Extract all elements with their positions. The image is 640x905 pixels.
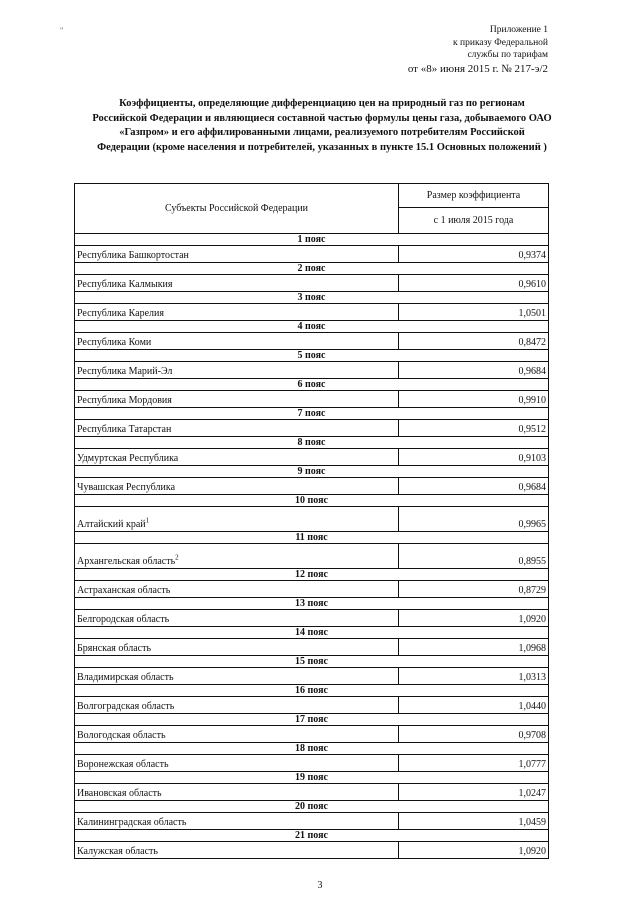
document-title: Коэффициенты, определяющие дифференциацию цен на природный газ по регионам Российской Федерации и являющиеся составной частью формулы цены газа, добываемого ОАО «Газпром» и его аффилированными лицами, реализуемого потребителям Российской Федерации (кроме населения и потребителей, указанных в пункте 15.1 Основных положений ) (92, 98, 552, 153)
table-row (75, 610, 549, 627)
table-row (75, 478, 549, 495)
zone-row (75, 495, 549, 507)
region-cell (75, 420, 399, 437)
zone-row (75, 714, 549, 726)
zone-row (75, 466, 549, 478)
region-name: Чувашская Республика (77, 482, 176, 493)
zone-label: 5 пояс (75, 350, 549, 362)
region-cell (75, 478, 399, 495)
coefficient-value: 0,9684 (399, 478, 549, 495)
region-name: Волгоградская область (77, 701, 175, 712)
appendix-line: Приложение 1 (489, 25, 548, 35)
table-row (75, 639, 549, 656)
region-cell (75, 391, 399, 408)
region-cell (75, 544, 399, 569)
table-row (75, 449, 549, 466)
region-cell (75, 726, 399, 743)
zone-label: 1 пояс (75, 234, 549, 246)
table-row (75, 842, 549, 859)
table-row (75, 333, 549, 350)
page-number: 3 (317, 880, 323, 891)
region-name: Белгородская область (77, 614, 170, 625)
zone-label: 7 пояс (75, 408, 549, 420)
coefficient-value: 1,0920 (399, 842, 549, 859)
appendix-line: к приказу Федеральной (453, 37, 548, 48)
order-reference: от «8» июня 2015 г. № 217-э/2 (407, 62, 548, 75)
coefficient-value: 0,9965 (399, 507, 549, 532)
coefficient-value: 1,0777 (399, 755, 549, 772)
table-row (75, 507, 549, 532)
zone-row (75, 292, 549, 304)
zone-row (75, 801, 549, 813)
region-name: Республика Башкортостан (77, 250, 189, 261)
region-cell (75, 697, 399, 714)
table-row (75, 362, 549, 379)
zone-label: 18 пояс (75, 743, 549, 755)
scan-mark: " (60, 26, 64, 35)
region-cell (75, 581, 399, 598)
zone-label: 16 пояс (75, 685, 549, 697)
table-row (75, 275, 549, 292)
region-name: Вологодская область (77, 730, 166, 741)
region-name: Республика Мордовия (77, 395, 172, 406)
region-name: Владимирская область (77, 672, 174, 683)
coefficient-value: 1,0247 (399, 784, 549, 801)
coefficient-value: 0,9910 (399, 391, 549, 408)
region-name: Республика Коми (77, 337, 152, 348)
zone-label: 21 пояс (75, 830, 549, 842)
table-row (75, 544, 549, 569)
zone-row (75, 830, 549, 842)
table-row (75, 755, 549, 772)
region-name: Республика Калмыкия (77, 279, 173, 290)
zone-label: 8 пояс (75, 437, 549, 449)
coefficient-value: 0,9512 (399, 420, 549, 437)
table-row (75, 581, 549, 598)
region-cell (75, 668, 399, 685)
region-name: Ивановская область (77, 788, 162, 799)
zone-label: 3 пояс (75, 292, 549, 304)
region-cell (75, 842, 399, 859)
column-header-subjects: Субъекты Российской Федерации (75, 184, 399, 234)
zone-label: 2 пояс (75, 263, 549, 275)
zone-row (75, 350, 549, 362)
table-row (75, 668, 549, 685)
zone-label: 4 пояс (75, 321, 549, 333)
zone-label: 13 пояс (75, 598, 549, 610)
zone-row (75, 234, 549, 246)
region-cell (75, 362, 399, 379)
region-name: Удмуртская Республика (77, 453, 179, 464)
coefficient-value: 0,9610 (399, 275, 549, 292)
zone-label: 12 пояс (75, 569, 549, 581)
table-row (75, 420, 549, 437)
column-header-date: с 1 июля 2015 года (399, 208, 549, 234)
coefficient-value: 0,8729 (399, 581, 549, 598)
zone-label: 17 пояс (75, 714, 549, 726)
region-name: Астраханская область (77, 585, 171, 596)
zone-label: 19 пояс (75, 772, 549, 784)
zone-label: 6 пояс (75, 379, 549, 391)
region-cell (75, 275, 399, 292)
zone-row (75, 437, 549, 449)
region-name: Калининградская область (77, 817, 187, 828)
zone-row (75, 656, 549, 668)
region-name: Республика Татарстан (77, 424, 172, 435)
appendix-header (348, 24, 548, 76)
zone-row (75, 263, 549, 275)
zone-label: 15 пояс (75, 656, 549, 668)
region-name: Республика Марий-Эл (77, 366, 173, 377)
coefficient-value: 0,8472 (399, 333, 549, 350)
zone-label: 11 пояс (75, 532, 549, 544)
region-cell (75, 813, 399, 830)
table-row (75, 246, 549, 263)
region-name: Воронежская область (77, 759, 169, 770)
coefficient-value: 1,0920 (399, 610, 549, 627)
region-cell (75, 610, 399, 627)
table-row (75, 726, 549, 743)
region-name: Алтайский край (77, 519, 146, 530)
zone-row (75, 379, 549, 391)
zone-row (75, 772, 549, 784)
coefficient-value: 1,0968 (399, 639, 549, 656)
coefficient-value: 1,0459 (399, 813, 549, 830)
region-cell (75, 333, 399, 350)
zone-label: 20 пояс (75, 801, 549, 813)
zone-label: 10 пояс (75, 495, 549, 507)
coefficient-value: 0,9708 (399, 726, 549, 743)
region-cell (75, 755, 399, 772)
table-row (75, 784, 549, 801)
appendix-line: службы по тарифам (467, 50, 548, 60)
coefficient-value: 0,9103 (399, 449, 549, 466)
footnote-marker: 1 (145, 516, 150, 525)
zone-row (75, 685, 549, 697)
coefficient-value: 1,0313 (399, 668, 549, 685)
zone-row (75, 408, 549, 420)
zone-label: 9 пояс (75, 466, 549, 478)
region-cell (75, 449, 399, 466)
region-name: Архангельская область (77, 556, 176, 567)
coefficient-value: 0,9684 (399, 362, 549, 379)
zone-row (75, 532, 549, 544)
region-cell (75, 246, 399, 263)
region-name: Республика Карелия (77, 308, 164, 319)
coefficient-value: 0,8955 (399, 544, 549, 569)
coefficient-value: 1,0501 (399, 304, 549, 321)
zone-row (75, 743, 549, 755)
table-row (75, 813, 549, 830)
zone-label: 14 пояс (75, 627, 549, 639)
zone-row (75, 598, 549, 610)
zone-row (75, 627, 549, 639)
region-cell (75, 304, 399, 321)
footnote-marker: 2 (175, 553, 179, 562)
table-body (75, 234, 549, 859)
region-name: Калужская область (77, 846, 158, 857)
table-row (75, 304, 549, 321)
column-header-coefficient: Размер коэффициента (399, 184, 549, 208)
coefficient-value: 1,0440 (399, 697, 549, 714)
coefficient-value: 0,9374 (399, 246, 549, 263)
region-cell (75, 507, 399, 532)
region-cell (75, 784, 399, 801)
table-row (75, 391, 549, 408)
zone-row (75, 321, 549, 333)
coefficients-table (74, 183, 549, 859)
table-row (75, 697, 549, 714)
zone-row (75, 569, 549, 581)
region-cell (75, 639, 399, 656)
region-name: Брянская область (77, 643, 152, 654)
